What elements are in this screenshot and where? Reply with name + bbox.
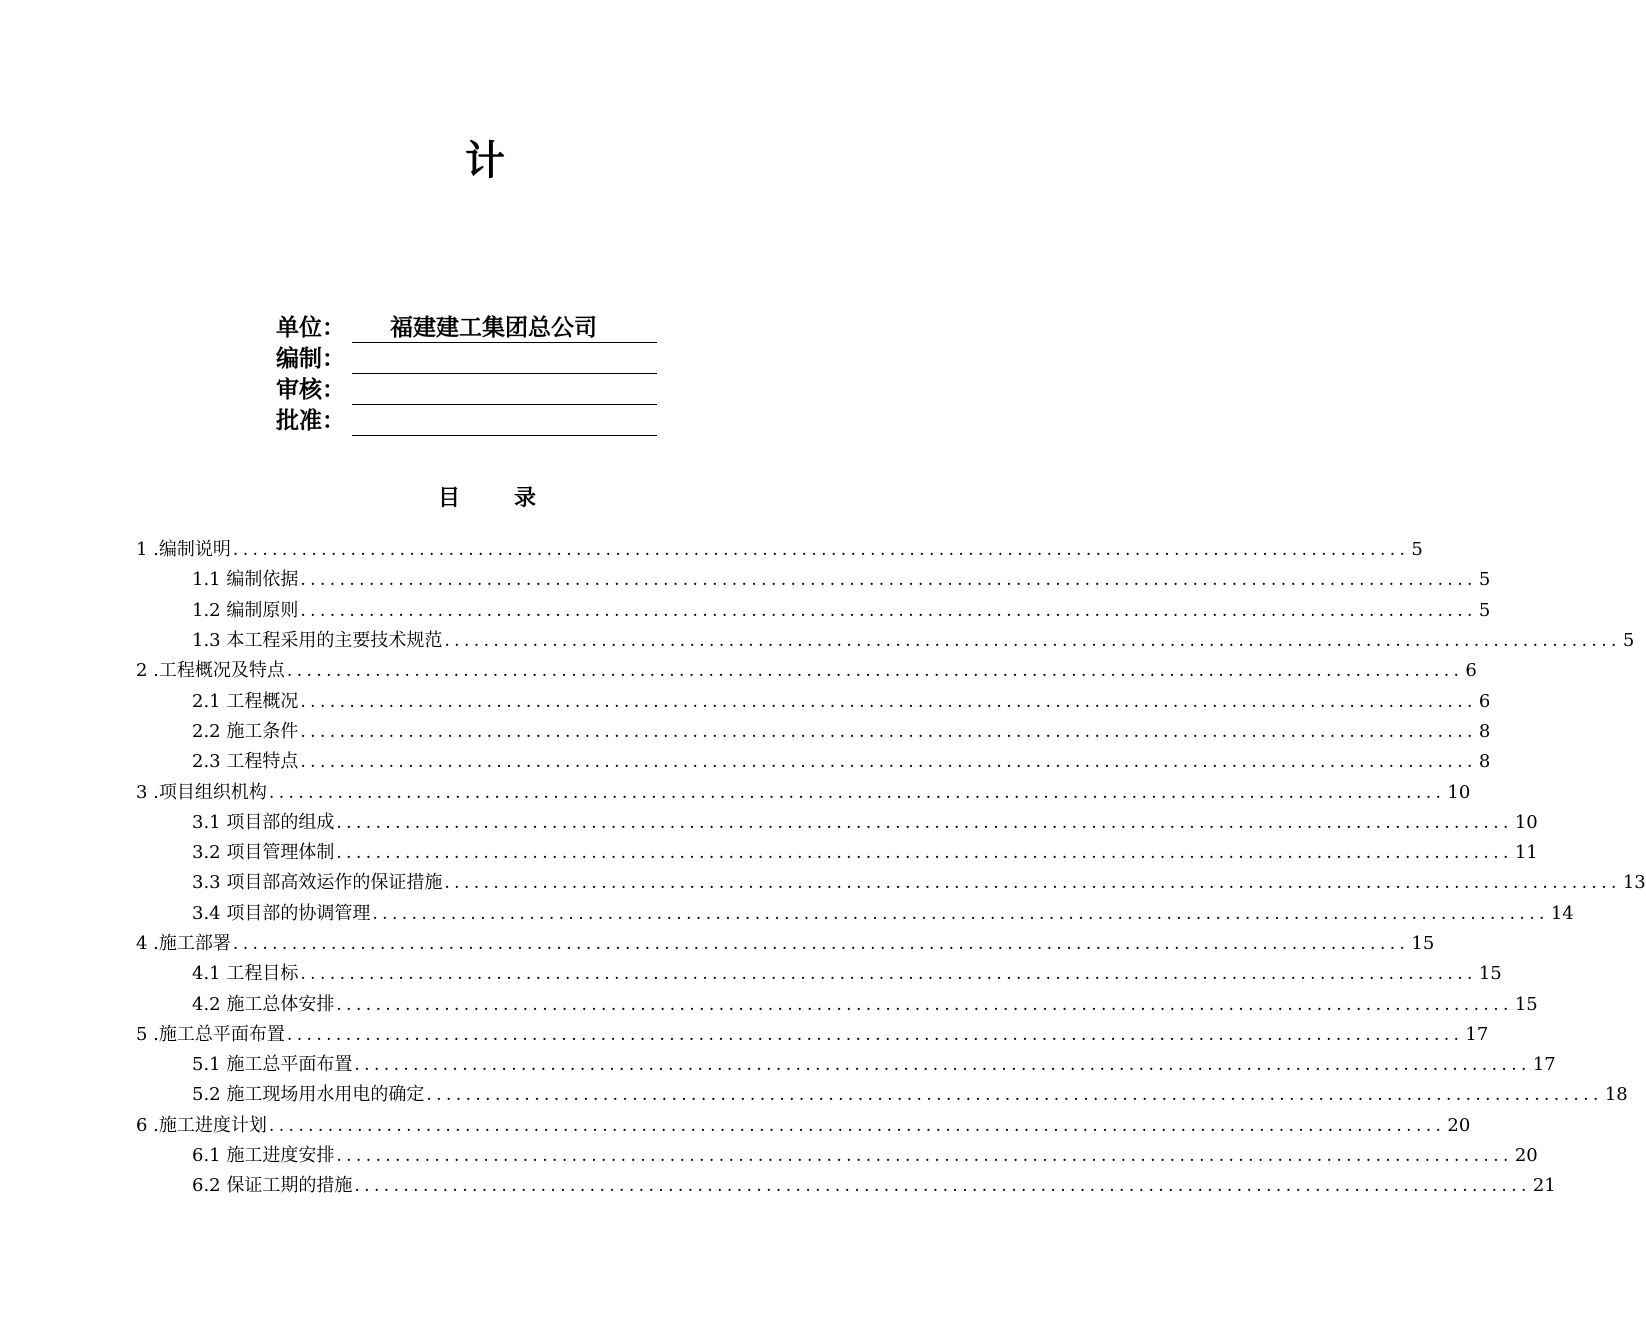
toc-entry-number: 3.2 [192,842,227,864]
table-of-contents [136,535,1646,1202]
page-title: 计 [465,138,505,184]
toc-entry-label [192,808,334,838]
toc-dot-leader: ........................................................................................................................ [372,903,1549,924]
toc-entry-label [192,565,298,595]
toc-entry[interactable] [136,989,1538,1019]
toc-entry-text: 施工进度安排 [226,1145,335,1167]
toc-entry-page: 11 [1514,842,1538,864]
toc-entry-page: 15 [1478,963,1502,985]
toc-entry-text: 施工总平面布置 [226,1054,353,1076]
toc-entry-text: 施工总体安排 [226,993,335,1015]
toc-entry-label [192,838,334,868]
toc-entry-label [136,778,267,808]
toc-entry[interactable] [136,1080,1628,1110]
toc-dot-leader: ........................................................................................................................ [336,812,1513,833]
toc-entry-text: 编制依据 [226,569,299,591]
toc-entry-label [136,535,231,565]
toc-heading [438,484,536,514]
toc-entry-text: 工程特点 [226,751,299,773]
toc-entry-text: 项目部高效运作的保证措施 [226,872,443,894]
toc-entry-number: 2.2 [192,720,227,742]
toc-entry-number: 2.3 [192,751,227,773]
toc-entry-page: 17 [1465,1023,1489,1045]
toc-entry-text: 施工部署 [158,933,231,954]
toc-heading-part: 录 [514,486,537,511]
toc-entry-label [136,929,231,959]
toc-entry-number: 4.2 [192,993,227,1015]
toc-entry-page: 8 [1478,720,1491,742]
toc-entry-number: 1.3 [192,630,227,652]
toc-entry-page: 17 [1532,1054,1556,1076]
toc-entry-text: 项目部的协调管理 [226,902,371,924]
toc-entry-label [192,959,298,989]
toc-entry-page: 8 [1478,751,1491,773]
toc-entry-page: 18 [1604,1084,1628,1106]
toc-entry-text: 编制原则 [226,599,299,621]
toc-dot-leader: ........................................................................................................................ [300,721,1477,742]
signature-row-reviewer [276,374,657,405]
toc-entry-number: 4.1 [192,963,227,985]
toc-dot-leader: ........................................................................................................................ [354,1176,1531,1197]
toc-entry-number: 3 . [136,781,159,803]
toc-entry[interactable] [136,929,1435,959]
signature-value [352,375,657,405]
signature-label: 批准： [276,408,345,434]
toc-entry-number: 5 . [136,1023,159,1045]
toc-entry-page: 15 [1411,933,1435,954]
toc-entry[interactable] [136,596,1491,626]
toc-entry-number: 5.2 [192,1084,227,1106]
toc-entry[interactable] [136,717,1491,747]
toc-entry[interactable] [136,1141,1538,1171]
toc-entry-label [192,990,334,1020]
toc-entry-label [192,1141,334,1171]
toc-entry[interactable] [136,1020,1489,1050]
toc-entry-number: 1.1 [192,569,227,591]
toc-dot-leader: ........................................................................................................................ [268,782,1446,803]
toc-entry[interactable] [136,1111,1471,1141]
toc-entry-text: 本工程采用的主要技术规范 [226,630,443,652]
toc-entry-page: 5 [1478,569,1491,591]
signature-label: 审核： [276,377,345,403]
signature-row-compiler [276,343,657,374]
toc-entry-number: 6.1 [192,1145,227,1167]
toc-entry-label [192,687,298,717]
toc-entry-text: 施工现场用水用电的确定 [226,1084,425,1106]
toc-entry-page: 21 [1532,1175,1556,1197]
toc-entry-number: 1 . [136,539,159,561]
toc-dot-leader: ........................................................................................................................ [300,752,1477,773]
toc-dot-leader: ........................................................................................................................ [444,631,1621,652]
toc-entry-number: 6.2 [192,1175,227,1197]
toc-entry-text: 工程目标 [226,963,299,985]
signature-value: 福建建工集团总公司 [352,313,657,343]
signature-value [352,344,657,374]
toc-entry-page: 15 [1514,993,1538,1015]
toc-entry[interactable] [136,1171,1556,1201]
toc-entry-label [192,626,442,656]
toc-dot-leader: ........................................................................................................................ [300,964,1477,985]
toc-dot-leader: ........................................................................................................................ [336,1146,1513,1167]
toc-entry-label [136,1020,285,1050]
toc-entry-text: 工程概况及特点 [158,660,285,682]
toc-dot-leader: ........................................................................................................................ [286,1024,1464,1045]
signature-value [352,406,657,436]
toc-entry-page: 20 [1514,1145,1538,1167]
toc-entry-text: 工程概况 [226,690,299,712]
toc-entry-label [192,1080,424,1110]
toc-entry-label [192,868,442,898]
toc-entry-label [192,1050,352,1080]
toc-entry[interactable] [136,565,1491,595]
toc-entry-label [192,1171,352,1201]
toc-entry-number: 3.4 [192,902,227,924]
toc-dot-leader: ........................................................................................................................ [444,873,1621,894]
toc-entry-number: 3.1 [192,811,227,833]
toc-entry-label [192,596,298,626]
toc-entry-page: 20 [1447,1114,1471,1136]
toc-entry[interactable] [136,838,1538,868]
toc-dot-leader: ........................................................................................................................ [300,600,1477,621]
toc-entry-text: 施工总平面布置 [158,1023,285,1045]
toc-heading-part: 目 [438,486,461,511]
toc-entry[interactable] [136,747,1491,777]
toc-entry-page: 6 [1478,690,1491,712]
toc-entry[interactable] [136,1050,1556,1080]
toc-dot-leader: ........................................................................................................................ [300,691,1477,712]
toc-entry-number: 2.1 [192,690,227,712]
toc-entry-text: 保证工期的措施 [226,1175,353,1197]
toc-entry-text: 编制说明 [158,539,231,561]
toc-entry-text: 施工条件 [226,720,299,742]
signature-label: 编制： [276,346,345,372]
toc-dot-leader: ........................................................................................................................ [336,843,1513,864]
toc-entry[interactable] [136,656,1477,686]
toc-entry-number: 3.3 [192,872,227,894]
toc-entry[interactable] [136,686,1491,716]
toc-entry-label [192,899,370,929]
toc-dot-leader: ........................................................................................................................ [336,994,1513,1015]
toc-entry-number: 2 . [136,660,159,682]
toc-dot-leader: ........................................................................................................................ [426,1085,1603,1106]
toc-entry-page: 5 [1622,630,1635,652]
toc-entry-label [136,656,285,686]
toc-entry[interactable] [136,777,1471,807]
toc-entry[interactable] [136,959,1502,989]
signature-row-unit [276,312,657,343]
toc-entry-page: 10 [1514,811,1538,833]
toc-entry-number: 6 . [136,1114,159,1136]
toc-entry-page: 5 [1411,539,1423,561]
toc-entry[interactable] [136,899,1574,929]
toc-entry-page: 5 [1478,599,1491,621]
toc-dot-leader: ........................................................................................................................ [354,1055,1531,1076]
toc-entry-label [192,717,298,747]
toc-entry[interactable] [136,626,1635,656]
toc-entry-text: 项目管理体制 [226,842,335,864]
toc-dot-leader: ........................................................................................................................ [300,570,1477,591]
toc-entry-label [136,1111,267,1141]
toc-dot-leader: ........................................................................................................................ [268,1115,1446,1136]
toc-entry[interactable] [136,535,1423,565]
toc-entry-number: 5.1 [192,1054,227,1076]
toc-entry-text: 项目部的组成 [226,811,335,833]
toc-dot-leader: ........................................................................................................................ [286,661,1464,682]
toc-entry-page: 13 [1622,872,1646,894]
toc-entry-number: 1.2 [192,599,227,621]
toc-entry[interactable] [136,868,1646,898]
toc-entry-label [192,747,298,777]
toc-entry-page: 14 [1550,902,1574,924]
signature-block [276,312,657,436]
toc-entry-text: 项目组织机构 [158,781,267,803]
toc-entry-number: 4 . [136,933,159,954]
toc-dot-leader: ........................................................................................................................ [232,934,1410,954]
signature-row-approver [276,405,657,436]
signature-label: 单位： [276,315,345,341]
toc-entry-page: 10 [1447,781,1471,803]
toc-entry[interactable] [136,808,1538,838]
toc-entry-text: 施工进度计划 [158,1114,267,1136]
toc-entry-page: 6 [1465,660,1477,682]
toc-dot-leader: ........................................................................................................................ [232,540,1410,561]
